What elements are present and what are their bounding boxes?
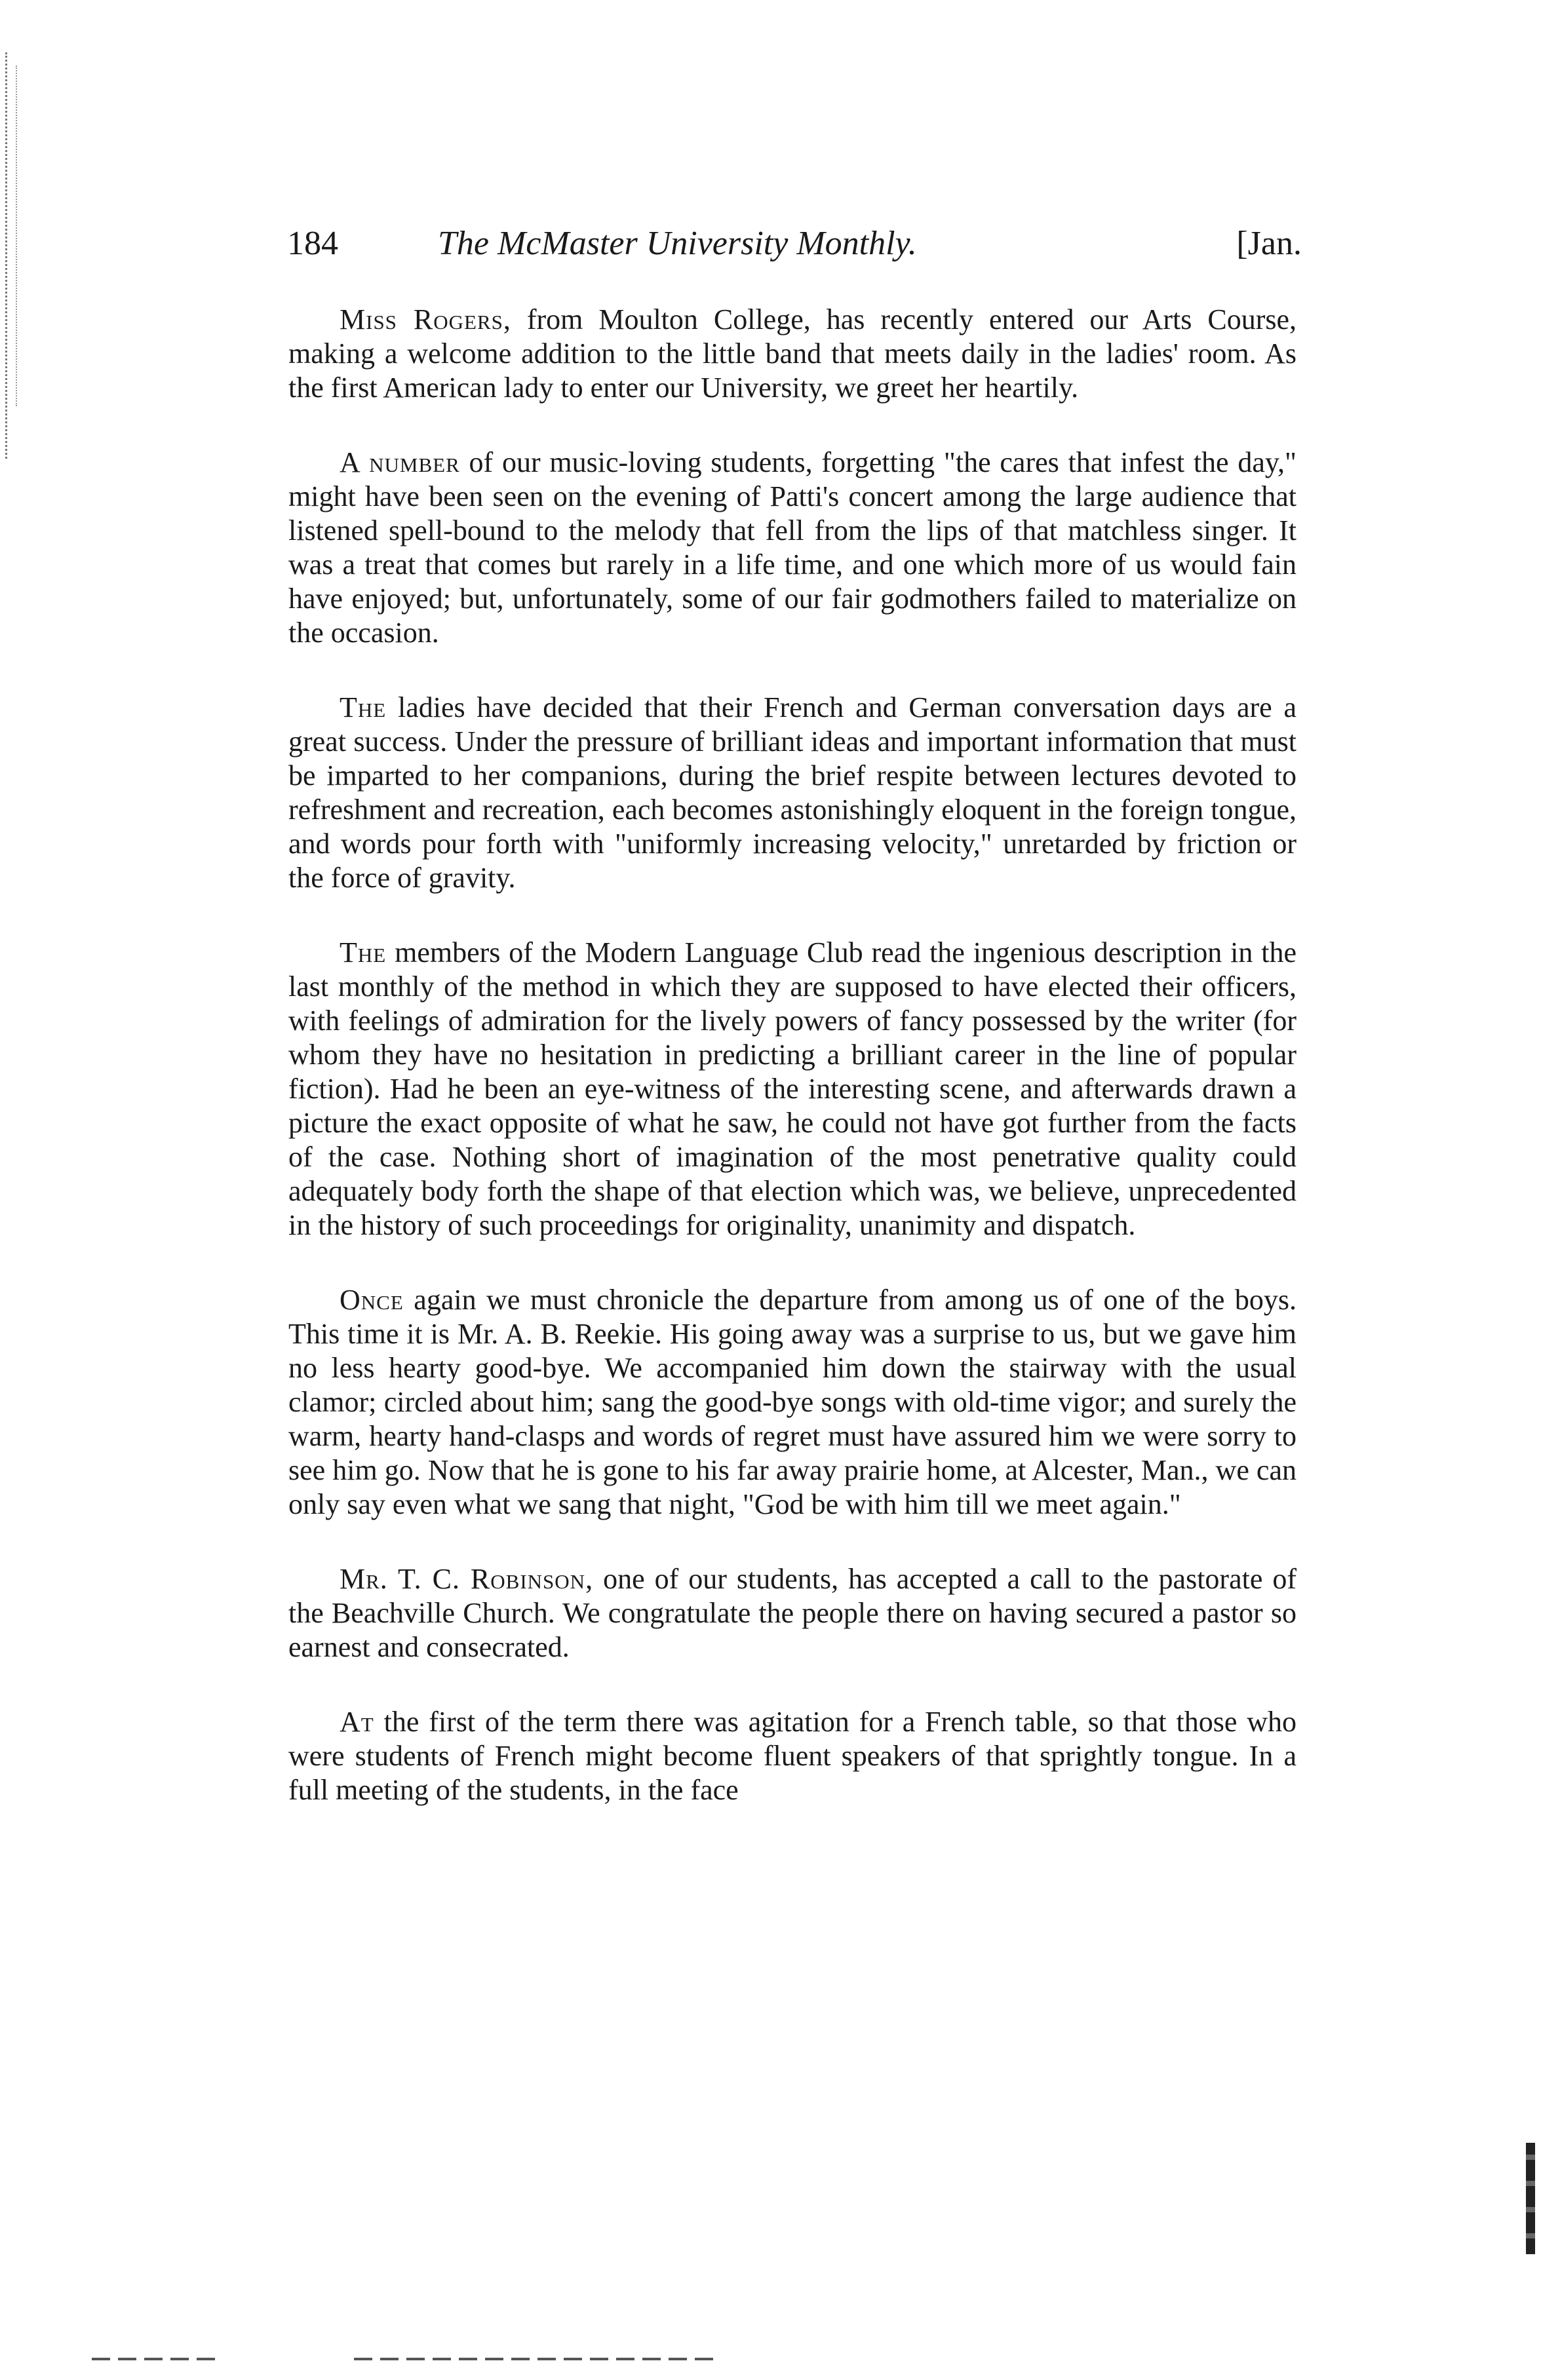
paragraph-text: of our music-loving students, forgetting "the cares that infest the day," might have been seen on the evening of Patti's concert among the large audience that listened spell-bound to the melody that fell from the lips of that matchless singer. It was a treat that comes but rarely in a life time, and one which more of us would fain have enjoyed; but, unfortunately, some of our fair godmothers failed to materialize on the occasion. (288, 446, 1297, 649)
paragraph-reekie-departure (288, 1283, 1297, 1522)
paragraph-lead: The (340, 691, 387, 723)
paragraph-text: the first of the term there was agitation for a French table, so that those who were students of French might become fluent speakers of that sprightly tongue. In a full meeting of the students, in the face (288, 1706, 1297, 1806)
paragraph-lead: At (340, 1706, 374, 1738)
running-header (287, 224, 1302, 277)
left-margin-scan-marks-secondary (16, 66, 24, 406)
paragraph-text: from Moulton College, has recently entered our Arts Course, making a welcome addition to the little band that meets daily in the ladies' room. As the first American lady to enter our University, we greet her heartily. (288, 303, 1297, 404)
paragraph-text: ladies have decided that their French and German conversation days are a great success. Under the pressure of brilliant ideas and important information that must be imparted to her companions, during the brief respite between lectures devoted to refreshment and recreation, each becomes astonishingly eloquent in the foreign tongue, and words pour forth with "uniformly increasing velocity," unretarded by friction or the force of gravity. (288, 691, 1297, 894)
paragraph-text: one of our students, has accepted a call to the pastorate of the Beachville Church. We congratulate the people there on having secured a pastor so earnest and consecrated. (288, 1563, 1297, 1663)
paragraph-lead: A number (340, 446, 460, 478)
paragraph-music-loving-students (288, 446, 1297, 650)
paragraph-lead: The (340, 936, 387, 969)
paragraph-lead: Mr. T. C. Robinson, (340, 1563, 594, 1595)
paragraph-french-table (288, 1705, 1297, 1807)
paragraph-text: members of the Modern Language Club read the ingenious description in the last monthly of the method in which they are supposed to have elected their officers, with feelings of admiration for the lively powers of fancy possessed by the writer (for whom they have no hesitation in predicting a brilliant career in the line of popular fiction). Had he been an eye-witness of the interesting scene, and afterwards drawn a picture the exact opposite of what he saw, he could not have got further from the facts of the case. Nothing short of imagination of the most penetrative quality could adequately body forth the shape of that election which was, we believe, unprecedented in the history of such proceedings for originality, unanimity and dispatch. (288, 936, 1297, 1241)
article-body (288, 303, 1297, 1848)
paragraph-text: again we must chronicle the departure from among us of one of the boys. This time it is Mr. A. B. Reekie. His going away was a surprise to us, but we gave him no less hearty good-bye. We accompanied him down the stairway with the usual clamor; circled about him; sang the good-bye songs with old-time vigor; and surely the warm, hearty hand-clasps and words of regret must have assured him we were sorry to see him go. Now that he is gone to his far away prairie home, at Alcester, Man., we can only say even what we sang that night, "God be with him till we meet again." (288, 1284, 1297, 1520)
issue-month: [Jan. (1236, 225, 1302, 262)
journal-title: The McMaster University Monthly. (438, 225, 917, 262)
paragraph-robinson-pastorate (288, 1562, 1297, 1664)
page-number: 184 (287, 225, 338, 262)
paragraph-lead: Once (340, 1284, 404, 1316)
bottom-scan-rule (92, 2358, 223, 2360)
bottom-scan-rule (354, 2358, 721, 2360)
paragraph-lead: Miss Rogers, (340, 303, 511, 336)
scan-edge-mark (1526, 2143, 1535, 2254)
paragraph-miss-rogers (288, 303, 1297, 405)
paragraph-modern-language-club (288, 936, 1297, 1242)
paragraph-conversation-days (288, 691, 1297, 895)
